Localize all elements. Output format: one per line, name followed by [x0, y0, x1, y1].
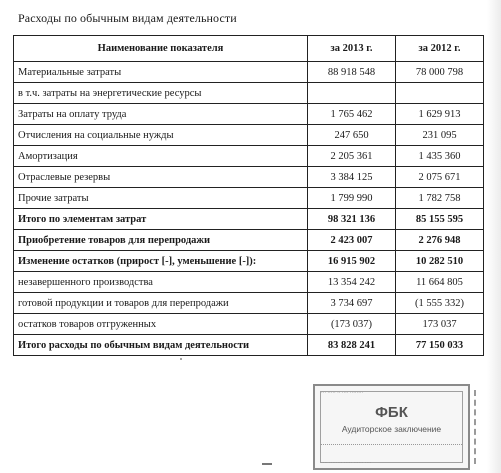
stamp-brand: ФБК — [375, 404, 408, 421]
value-2013: 83 828 241 — [308, 335, 396, 356]
stamp-divider — [321, 444, 462, 445]
row-label: Материальные затраты — [14, 62, 308, 83]
value-2012: 2 276 948 — [396, 230, 484, 251]
value-2013: 3 384 125 — [308, 167, 396, 188]
value-2012: 1 435 360 — [396, 146, 484, 167]
scan-mark — [262, 463, 272, 465]
header-2013: за 2013 г. — [308, 36, 396, 62]
stamp-footer-print: ···· ········ ····· ······ ···· — [321, 460, 372, 466]
table-row — [14, 83, 484, 104]
page-title: Расходы по обычным видам деятельности — [18, 11, 237, 25]
table-header-row — [14, 36, 484, 62]
table-row — [14, 251, 484, 272]
row-label: Отчисления на социальные нужды — [14, 125, 308, 146]
value-2012: 1 782 758 — [396, 188, 484, 209]
table-row — [14, 104, 484, 125]
row-label: Амортизация — [14, 146, 308, 167]
auditor-stamp — [313, 384, 470, 470]
table-row — [14, 272, 484, 293]
value-2013: 2 423 007 — [308, 230, 396, 251]
row-label: в т.ч. затраты на энергетические ресурсы — [14, 83, 308, 104]
value-2012: 231 095 — [396, 125, 484, 146]
table-row — [14, 314, 484, 335]
value-2012: (1 555 332) — [396, 293, 484, 314]
table-row-total — [14, 209, 484, 230]
header-2012: за 2012 г. — [396, 36, 484, 62]
value-2013 — [308, 83, 396, 104]
expenses-table — [13, 35, 484, 356]
stamp-small-print: ··· ····· ·· ···· ········ — [321, 390, 364, 396]
row-label: Отраслевые резервы — [14, 167, 308, 188]
value-2013: 88 918 548 — [308, 62, 396, 83]
value-2012: 10 282 510 — [396, 251, 484, 272]
row-label: Приобретение товаров для перепродажи — [14, 230, 308, 251]
value-2013: 13 354 242 — [308, 272, 396, 293]
value-2012: 173 037 — [396, 314, 484, 335]
value-2013: 2 205 361 — [308, 146, 396, 167]
table-row-total — [14, 335, 484, 356]
header-indicator: Наименование показателя — [14, 36, 308, 62]
value-2012: 11 664 805 — [396, 272, 484, 293]
value-2012 — [396, 83, 484, 104]
table-row — [14, 62, 484, 83]
value-2012: 78 000 798 — [396, 62, 484, 83]
table-row — [14, 188, 484, 209]
row-label: Затраты на оплату труда — [14, 104, 308, 125]
stamp-perforation — [468, 390, 476, 464]
value-2013: 16 915 902 — [308, 251, 396, 272]
value-2012: 2 075 671 — [396, 167, 484, 188]
row-label: готовой продукции и товаров для перепродажи — [14, 293, 308, 314]
value-2013: 98 321 136 — [308, 209, 396, 230]
table-row — [14, 230, 484, 251]
scan-edge-shadow — [487, 0, 501, 473]
value-2013: 1 765 462 — [308, 104, 396, 125]
table-row — [14, 293, 484, 314]
table-row — [14, 167, 484, 188]
row-label: Итого по элементам затрат — [14, 209, 308, 230]
scan-speck — [180, 358, 182, 360]
value-2013: 3 734 697 — [308, 293, 396, 314]
row-label: Изменение остатков (прирост [-], уменьшение [-]): — [14, 251, 308, 272]
row-label: остатков товаров отгруженных — [14, 314, 308, 335]
value-2012: 85 155 595 — [396, 209, 484, 230]
value-2012: 1 629 913 — [396, 104, 484, 125]
row-label: Прочие затраты — [14, 188, 308, 209]
value-2012: 77 150 033 — [396, 335, 484, 356]
value-2013: 1 799 990 — [308, 188, 396, 209]
stamp-subtitle: Аудиторское заключение — [341, 424, 442, 434]
table-row — [14, 125, 484, 146]
row-label: незавершенного производства — [14, 272, 308, 293]
table-row — [14, 146, 484, 167]
row-label: Итого расходы по обычным видам деятельности — [14, 335, 308, 356]
value-2013: (173 037) — [308, 314, 396, 335]
value-2013: 247 650 — [308, 125, 396, 146]
